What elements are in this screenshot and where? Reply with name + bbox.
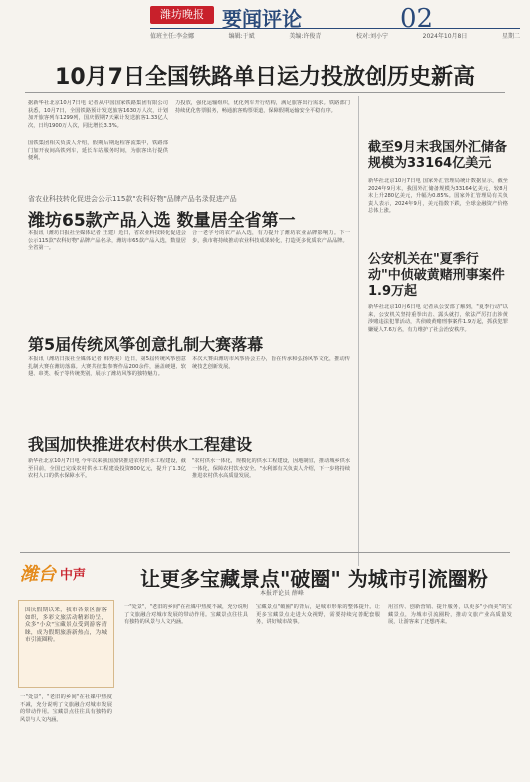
editor-credit: 值班主任:李金娜 <box>150 33 195 40</box>
lead-body-col1: 据新华社北京10月7日电 记者从中国国家铁路集团有限公司获悉，10月7日，全国铁路预计发送旅客1630万人次，计划加开旅客列车1299列，国庆假期7天累计发送旅客1.33亿人次，日均1900万人次，同比增长3.3%。 <box>28 100 168 129</box>
divider <box>25 92 505 93</box>
column-rule <box>358 96 359 566</box>
masthead-info <box>150 28 520 40</box>
editor2-credit: 编辑:于斌 <box>228 33 255 40</box>
issue-date: 2024年10月8日 <box>422 33 468 40</box>
proof-credit: 校对:刘小宁 <box>355 33 388 40</box>
lead-headline: 10月7日全国铁路单日运力投放创历史新高 <box>55 65 475 90</box>
story3-body-left: 本报讯（潍坊日报社全媒体记者 韩秀美）近日，第5届传统风筝创意扎制大赛在潍坊落幕。大赛共征集参赛作品200余件，涵盖硬翅、软翅、串类、板子等传统类别，展示了潍坊风筝的独特魅力。 <box>28 356 186 378</box>
page-number: 02 <box>400 4 434 34</box>
lead-body-col3: 国铁集团相关负责人介绍，假期后期返程客流集中，铁路部门加开夜间高铁列车，延长车站服务时间，为旅客出行提供便利。 <box>28 140 168 162</box>
editorial-body-col1: 一"处景"，"老旧的乡间"在社媒中热度不减，充分说明了文旅融合对城市发展的带动作用。宝藏景点往往具有独特的风景与人文内涵。 <box>124 604 248 626</box>
editorial-pull-quote <box>18 600 114 688</box>
story2-headline: 潍坊65款产品入选 数量居全省第一 <box>28 211 296 231</box>
story3-headline: 第5届传统风筝创意扎制大赛落幕 <box>28 335 264 354</box>
newspaper-logo: 潍坊晚报 <box>150 6 214 24</box>
story4-body-right: "农村供水一体化，规模化的供水工程建设，因地制宜，推动城乡供水一体化，保障农村饮水安全。"水利部有关负责人介绍，下一步将持续推进农村供水高质量发展。 <box>192 458 350 480</box>
masthead <box>0 0 530 40</box>
sidebar2-body: 新华社北京10月6日电 记者从公安部了解到，"夏季行动"以来，公安机关坚持重拳出击、露头就打，依法严厉打击涉黄涉赌违法犯罪活动，共侦破黄赌刑事案件1.9万起，抓获犯罪嫌疑人7.6万名，有力维护了社会治安秩序。 <box>368 304 508 333</box>
column-logo <box>20 560 112 594</box>
story4-headline: 我国加快推进农村供水工程建设 <box>28 435 253 454</box>
column-label-2: 中声 <box>60 568 87 583</box>
editorial-title: 让更多宝藏景点"破圈" 为城市引流圈粉 <box>140 567 488 591</box>
story4-body-left: 新华社北京10月7日电 今年以来我国加快推进农村供水工程建设，截至目前，全国已完成农村供水工程建设投资800亿元，提升了1.3亿农村人口的供水保障水平。 <box>28 458 186 480</box>
design-credit: 美编:许俊青 <box>289 33 322 40</box>
pull-quote-text: 国庆假期以来，我市各景区游客如织，多彩文旅活动精彩纷呈，众多"小众"宝藏景点受到游客青睐，成为假期旅游新热点，为城市引流圈粉。 <box>25 607 107 644</box>
sidebar1-headline: 截至9月末我国外汇储备规模为33164亿美元 <box>368 140 508 171</box>
editorial-body-col2: 宝藏景点"破圈"的背后，是城市形象的整体提升。让更多宝藏景点走进大众视野，需要持续完善配套服务，讲好城市故事。 <box>256 604 380 626</box>
sidebar1-body: 新华社北京10月7日电 国家外汇管理局统计数据显示，截至2024年9月末，我国外汇储备规模为33164亿美元，较8月末上升280亿美元，升幅为0.85%。国家外汇管理局有关负责人表示，2024年9月，美元指数下跌，全球金融资产价格总体上涨。 <box>368 178 508 215</box>
story2-body-left: 本报讯（潍坊日报社全媒体记者 王建）近日，省农业科技转化促进会公示115款"农科好物"品牌产品名录，潍坊市65款产品入选，数量居全省第一。 <box>28 230 186 252</box>
column-label: 潍台 <box>20 564 56 585</box>
story2-body-right: 合一老字号的农产品入选，有力提升了潍坊农业品牌影响力。下一步，我市将持续推动农业科技成果转化，打造更多优质农产品品牌。 <box>192 230 350 244</box>
sidebar2-headline: 公安机关在"夏季行动"中侦破黄赌刑事案件1.9万起 <box>368 252 505 299</box>
divider <box>20 552 510 553</box>
editorial-body-col3: 用宣传、创新营销、提升服务，以更多"小而美"的宝藏景点，为城市引流圈粉，推动文旅产业高质量发展，让游客来了还想再来。 <box>388 604 512 626</box>
editorial-byline: 本报评论员 薛峰 <box>260 590 304 597</box>
editorial-body-intro: 一"处景"，"老旧的乡间"在社媒中热度不减，充分说明了文旅融合对城市发展的带动作用。宝藏景点往往具有独特的风景与人文内涵。 <box>20 694 112 723</box>
section-title: 要闻评论 <box>222 7 302 31</box>
story2-subhead: 省农业科技转化促进会公示115款"农科好物"品牌产品名录促进产品 <box>28 195 237 203</box>
lead-body-col2: 力投放，强化运输组织，优化列车开行结构，满足旅客出行需求。铁路部门持续优化售票服务，畅通旅客购票渠道，保障假期运输安全平稳有序。 <box>175 100 350 114</box>
story3-body-right: 本次大赛由潍坊市风筝协会主办，旨在传承和弘扬风筝文化，推动传统技艺创新发展。 <box>192 356 350 370</box>
issue-weekday: 星期二 <box>501 33 520 40</box>
